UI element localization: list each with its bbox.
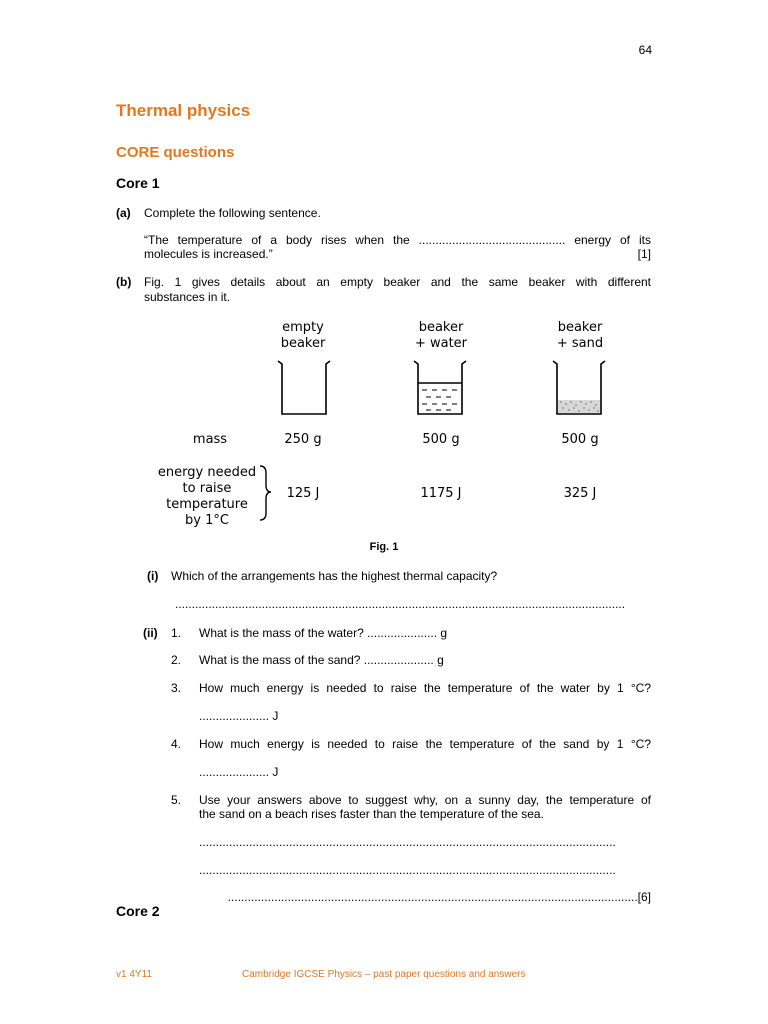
fig-energy-label [150, 465, 264, 529]
qii-item4-num: 4. [171, 737, 182, 751]
qa-marks: [1] [637, 247, 651, 261]
core2-heading: Core 2 [116, 903, 160, 919]
qi-label: (i) [147, 569, 159, 583]
qii-answer-line-1[interactable]: ............................................................................................................................. [199, 835, 616, 849]
fig-energy-water: 1175 J [420, 486, 462, 501]
fig-col1-line2: beaker [280, 336, 326, 351]
footer-title: Cambridge IGCSE Physics – past paper questions and answers [242, 969, 526, 980]
page-number: 64 [638, 43, 652, 57]
qii-item5-num: 5. [171, 793, 182, 807]
fig-col2-line2: + water [414, 336, 468, 351]
fig-caption: Fig. 1 [369, 541, 399, 553]
qii-item1-text: What is the mass of the water? ..................... g [199, 626, 448, 640]
qb-line1: Fig. 1 gives details about an empty beaker and the same beaker with different [144, 275, 651, 289]
fig-col1-header [263, 320, 343, 352]
page-title: Thermal physics [116, 101, 251, 120]
fig-mass-water: 500 g [422, 432, 460, 447]
footer-version: v1 4Y11 [116, 969, 152, 980]
fig-col3-line1: beaker [557, 320, 603, 335]
qii-item4-text: How much energy is needed to raise the temperature of the sand by 1 °C? [199, 737, 651, 751]
fig-col3-line2: + sand [556, 336, 604, 351]
water-dashes [422, 390, 457, 410]
qa-sentence-line1: “The temperature of a body rises when the ............................................ energy of its [144, 233, 651, 247]
qii-label: (ii) [143, 626, 158, 640]
qii-item5-line1: Use your answers above to suggest why, on a sunny day, the temperature of [199, 793, 651, 807]
qa-instruction: Complete the following sentence. [144, 206, 321, 220]
qi-answer-line[interactable]: ....................................................................................................................................... [175, 597, 626, 611]
qii-item5-line2: the sand on a beach rises faster than the temperature of the sea. [199, 807, 544, 821]
water-beaker-drawing [414, 361, 466, 414]
fig-col1-line1: empty [282, 320, 324, 335]
fig-energy-label-line4: by 1°C [185, 513, 229, 528]
qb-line2: substances in it. [144, 290, 231, 304]
fig-energy-label-line1: energy needed [157, 465, 257, 480]
empty-beaker-drawing [278, 361, 330, 414]
qii-item4-answer[interactable]: ..................... J [199, 765, 279, 779]
fig-energy-label-line2: to raise [182, 481, 232, 496]
fig-energy-sand: 325 J [563, 486, 597, 501]
fig-energy-empty: 125 J [286, 486, 320, 501]
fig-mass-empty: 250 g [284, 432, 322, 447]
qb-label: (b) [116, 275, 132, 289]
qa-label: (a) [116, 206, 131, 220]
fig-energy-label-line3: temperature [166, 497, 248, 512]
fig-mass-label: mass [192, 432, 228, 447]
qii-item3-text: How much energy is needed to raise the temperature of the water by 1 °C? [199, 681, 651, 695]
qii-item3-num: 3. [171, 681, 182, 695]
qii-item2-text: What is the mass of the sand? ..................... g [199, 653, 444, 667]
qii-item1-num: 1. [171, 626, 182, 640]
core1-heading: Core 1 [116, 175, 160, 191]
fig-col3-header [540, 320, 620, 352]
qii-item3-answer[interactable]: ..................... J [199, 709, 279, 723]
qii-answer-line-2[interactable]: ............................................................................................................................. [199, 863, 616, 877]
fig-mass-sand: 500 g [561, 432, 599, 447]
section-heading: CORE questions [116, 144, 235, 161]
fig-col2-line1: beaker [418, 320, 464, 335]
qa-sentence-line2: molecules is increased.” [144, 247, 273, 261]
fig-col2-header [401, 320, 481, 352]
qii-answer-line-3[interactable]: ...........................................................................................................................[6] [227, 890, 651, 904]
qii-item2-num: 2. [171, 653, 182, 667]
qi-text: Which of the arrangements has the highest thermal capacity? [171, 569, 498, 583]
